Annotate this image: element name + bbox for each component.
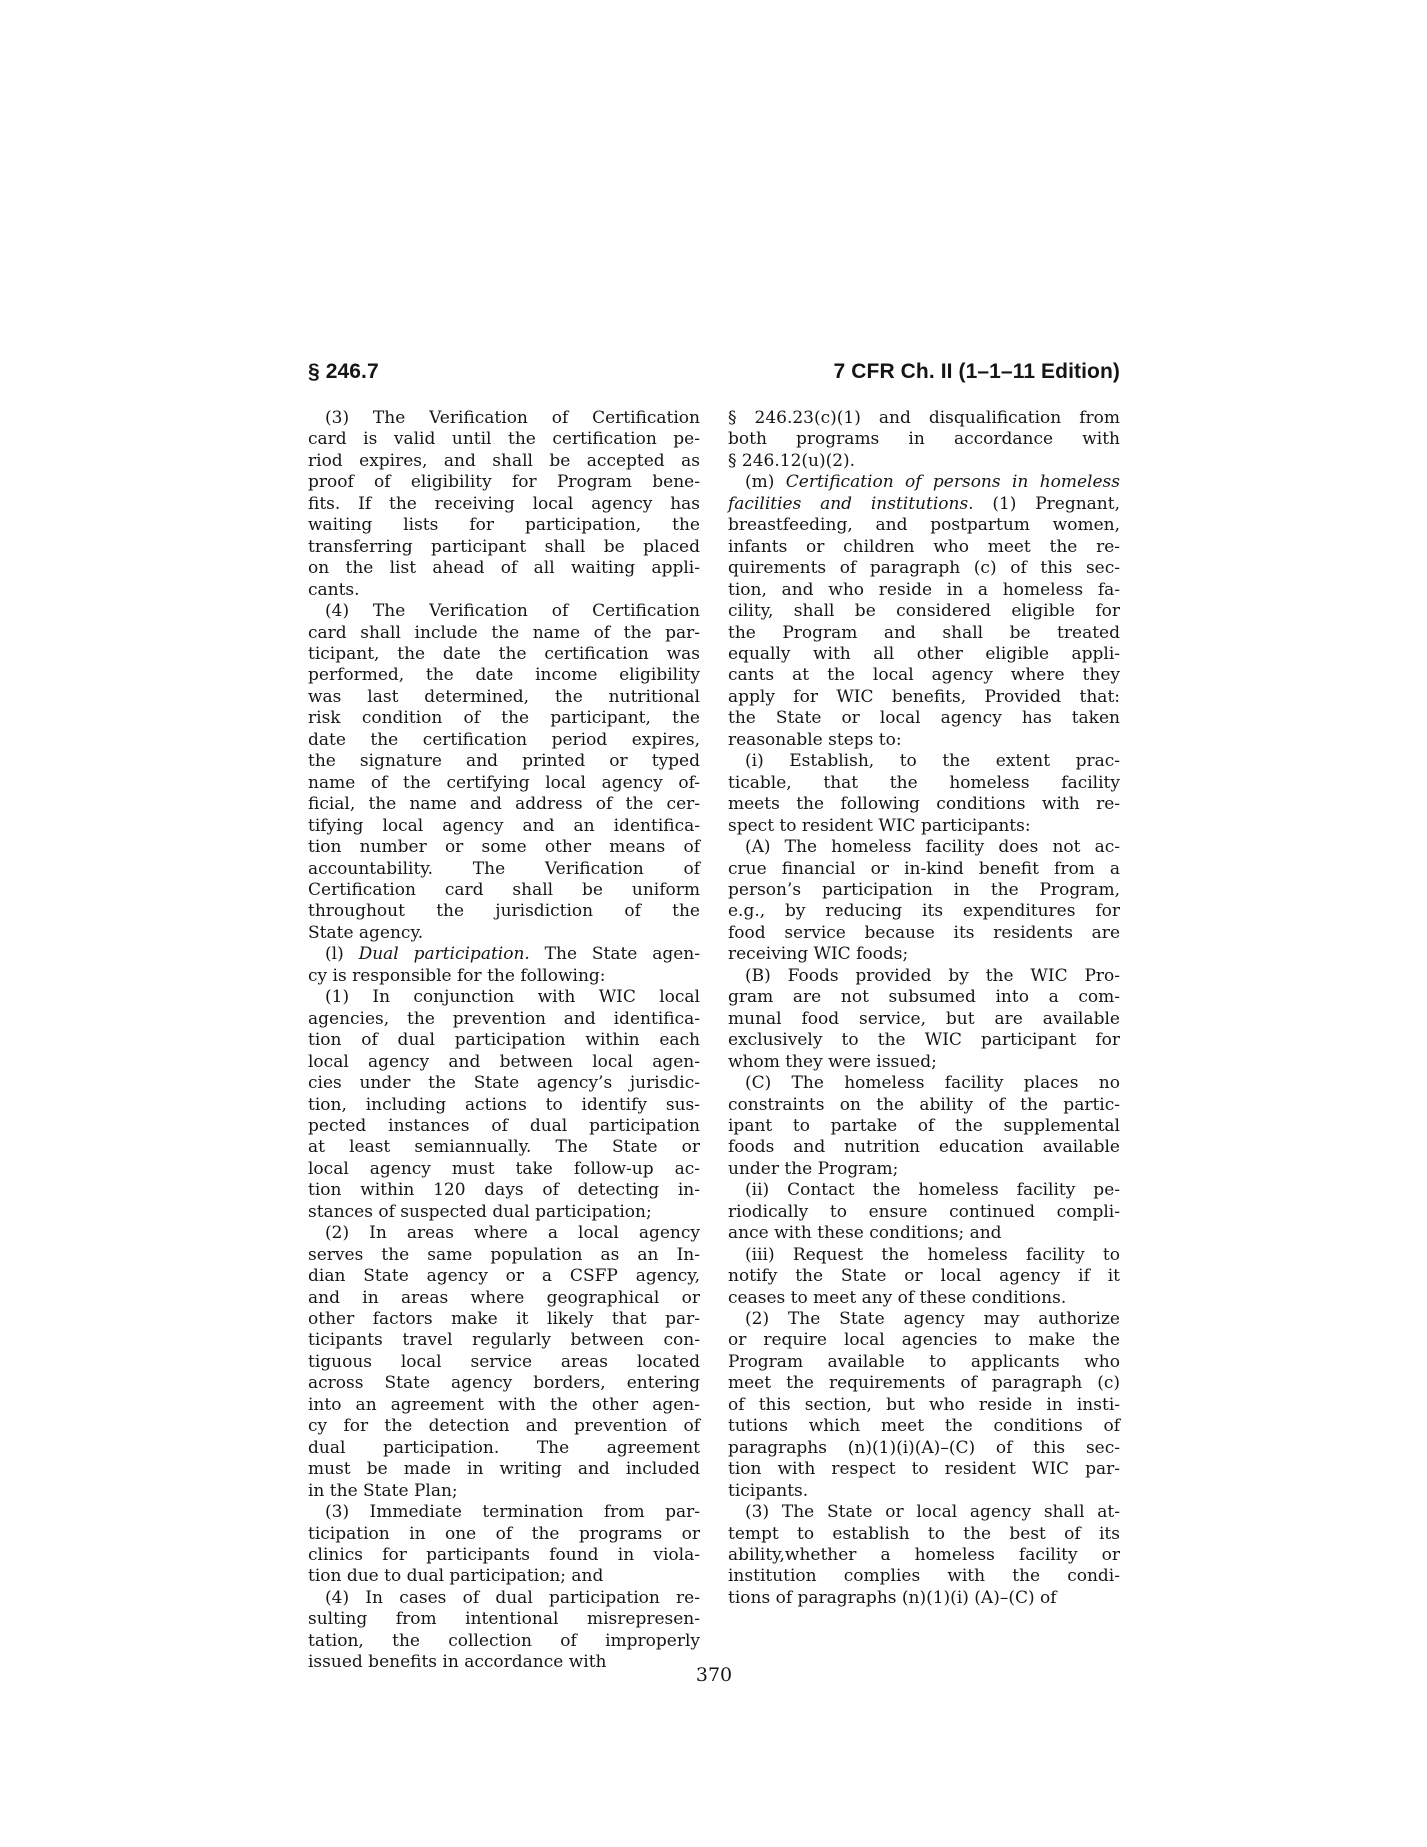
text-run: whom they were issued;	[728, 1051, 937, 1072]
text-line	[308, 1459, 700, 1480]
text-run: tifying local agency and an identifica-	[308, 815, 700, 836]
text-run: in the State Plan;	[308, 1480, 458, 1501]
text-line	[728, 859, 1120, 880]
text-line	[728, 1459, 1120, 1480]
text-line	[728, 687, 1120, 708]
text-line	[308, 1137, 700, 1158]
text-line	[308, 859, 700, 880]
text-run: (B) Foods provided by the WIC Pro-	[745, 965, 1120, 986]
text-run: cy for the detection and prevention of	[308, 1416, 700, 1437]
text-run: cants.	[308, 579, 360, 600]
text-run: on the list ahead of all waiting appli-	[308, 558, 700, 579]
text-line	[728, 1180, 1120, 1201]
text-line	[308, 1116, 700, 1137]
text-run: The State agen-	[529, 944, 700, 965]
text-line	[728, 1330, 1120, 1351]
text-line	[728, 773, 1120, 794]
paragraph	[308, 1502, 700, 1588]
text-run: must be made in writing and included	[308, 1459, 700, 1480]
text-line	[728, 1223, 1120, 1244]
text-line	[308, 1609, 700, 1630]
paragraph	[728, 1245, 1120, 1309]
text-run: waiting lists for participation, the	[308, 515, 700, 536]
text-run: was last determined, the nutritional	[308, 686, 700, 707]
paragraph	[728, 1309, 1120, 1502]
text-run: (2) In areas where a local agency	[325, 1223, 700, 1244]
italic-run: Dual participation.	[358, 944, 530, 965]
text-line	[728, 1052, 1120, 1073]
text-run: of this section, but who reside in insti-	[728, 1394, 1120, 1415]
text-run: (ii) Contact the homeless facility pe-	[745, 1180, 1120, 1201]
text-line	[308, 537, 700, 558]
text-run: tion number or some other means of	[308, 837, 700, 858]
text-line	[308, 494, 700, 515]
text-run: (iii) Request the homeless facility to	[745, 1244, 1120, 1265]
page-number: 370	[695, 1664, 733, 1686]
text-line	[728, 1416, 1120, 1437]
text-line	[308, 1223, 700, 1244]
text-line	[308, 687, 700, 708]
text-run: gram are not subsumed into a com-	[728, 987, 1120, 1008]
text-line	[728, 1202, 1120, 1223]
text-line	[728, 901, 1120, 922]
text-run: (1) Pregnant,	[973, 493, 1120, 514]
paragraph	[728, 408, 1120, 472]
text-line	[308, 794, 700, 815]
text-line	[308, 1245, 700, 1266]
text-run: ability,whether a homeless facility or	[728, 1545, 1120, 1566]
text-run: local agency must take follow-up ac-	[308, 1158, 700, 1179]
text-line	[308, 1009, 700, 1030]
section-number: § 246.7	[308, 360, 379, 383]
text-run: ticipant, the date the certification was	[308, 643, 700, 664]
text-run: (4) The Verification of Certification	[325, 601, 700, 622]
text-run: agencies, the prevention and identifica-	[308, 1008, 700, 1029]
text-line	[728, 1373, 1120, 1394]
text-run: equally with all other eligible appli-	[728, 643, 1120, 664]
text-run: ticipation in one of the programs or	[308, 1523, 700, 1544]
text-line	[308, 880, 700, 901]
paragraph	[728, 751, 1120, 837]
paragraph	[308, 601, 700, 944]
text-line	[728, 1245, 1120, 1266]
text-run: the Program and shall be treated	[728, 622, 1120, 643]
text-line	[308, 1373, 700, 1394]
paragraph	[308, 987, 700, 1223]
text-run: riod expires, and shall be accepted as	[308, 450, 700, 471]
text-line	[728, 1073, 1120, 1094]
text-line	[308, 816, 700, 837]
text-line	[308, 901, 700, 922]
text-line	[308, 1588, 700, 1609]
text-run: institution complies with the condi-	[728, 1566, 1120, 1587]
text-line	[308, 515, 700, 536]
text-run: card shall include the name of the par-	[308, 622, 700, 643]
text-run: clinics for participants found in viola-	[308, 1545, 700, 1566]
text-line	[728, 1352, 1120, 1373]
text-line	[728, 1438, 1120, 1459]
text-line	[728, 1288, 1120, 1309]
text-run: tion, and who reside in a homeless fa-	[728, 579, 1120, 600]
paragraph	[728, 1180, 1120, 1244]
paragraph	[728, 1502, 1120, 1609]
text-line	[728, 708, 1120, 729]
paragraph	[308, 1588, 700, 1674]
text-line	[728, 515, 1120, 536]
text-run: stances of suspected dual participation;	[308, 1201, 652, 1222]
italic-run: facilities and institutions.	[728, 493, 974, 514]
text-line	[728, 730, 1120, 751]
text-run: (1) In conjunction with WIC local	[325, 987, 700, 1008]
text-run: (2) The State agency may authorize	[745, 1309, 1120, 1330]
text-line	[308, 987, 700, 1008]
text-line	[728, 665, 1120, 686]
text-run: (3) Immediate termination from par-	[325, 1502, 700, 1523]
text-run: foods and nutrition education available	[728, 1137, 1120, 1158]
text-run: meet the requirements of paragraph (c)	[728, 1373, 1120, 1394]
text-run: § 246.23(c)(1) and disqualification from	[728, 408, 1120, 428]
text-run: ipant to partake of the supplemental	[728, 1115, 1120, 1136]
text-run: (4) In cases of dual participation re-	[325, 1587, 700, 1608]
text-run: card is valid until the certification pe-	[308, 429, 700, 450]
text-run: paragraphs (n)(1)(i)(A)–(C) of this sec-	[728, 1437, 1120, 1458]
text-line	[308, 773, 700, 794]
text-run: serves the same population as an In-	[308, 1244, 700, 1265]
text-line	[728, 408, 1120, 429]
text-line	[308, 730, 700, 751]
text-line	[308, 408, 700, 429]
text-line	[728, 451, 1120, 472]
text-line	[728, 644, 1120, 665]
text-run: State agency.	[308, 922, 424, 943]
text-run: spect to resident WIC participants:	[728, 815, 1031, 836]
text-line	[728, 1266, 1120, 1287]
text-line	[728, 601, 1120, 622]
text-line	[728, 623, 1120, 644]
text-line	[308, 644, 700, 665]
text-run: tion of dual participation within each	[308, 1030, 700, 1051]
text-run: Certification card shall be uniform	[308, 879, 700, 900]
text-run: across State agency borders, entering	[308, 1373, 700, 1394]
text-line	[728, 1502, 1120, 1523]
text-line	[308, 1159, 700, 1180]
text-line	[308, 708, 700, 729]
text-run: ance with these conditions; and	[728, 1223, 1002, 1244]
text-line	[308, 1352, 700, 1373]
text-run: (3) The State or local agency shall at-	[745, 1502, 1120, 1523]
text-run: Program available to applicants who	[728, 1351, 1120, 1372]
text-run: ticipants.	[728, 1480, 809, 1501]
text-line	[728, 1524, 1120, 1545]
italic-run: Certification of persons in homeless	[785, 472, 1120, 493]
text-run: tation, the collection of improperly	[308, 1630, 700, 1651]
text-line	[728, 429, 1120, 450]
text-run: into an agreement with the other agen-	[308, 1394, 700, 1415]
text-run: pected instances of dual participation	[308, 1115, 700, 1136]
text-run: infants or children who meet the re-	[728, 536, 1120, 557]
text-line	[728, 1545, 1120, 1566]
text-run: (i) Establish, to the extent prac-	[745, 751, 1120, 772]
text-run: tions of paragraphs (n)(1)(i) (A)–(C) of	[728, 1587, 1057, 1608]
text-line	[308, 558, 700, 579]
text-run: quirements of paragraph (c) of this sec-	[728, 558, 1120, 579]
text-run: meets the following conditions with re-	[728, 794, 1120, 815]
text-run: food service because its residents are	[728, 922, 1120, 943]
left-column	[308, 408, 700, 1674]
text-line	[728, 1481, 1120, 1502]
text-run: e.g., by reducing its expenditures for	[728, 901, 1120, 922]
text-run: other factors make it likely that par-	[308, 1309, 700, 1330]
text-run: cility, shall be considered eligible for	[728, 601, 1120, 622]
text-columns	[308, 408, 1120, 1674]
text-run: the State or local agency has taken	[728, 708, 1120, 729]
text-line	[308, 1202, 700, 1223]
text-line	[308, 623, 700, 644]
text-run: risk condition of the participant, the	[308, 708, 700, 729]
text-line	[308, 1631, 700, 1652]
page-header	[308, 360, 1120, 384]
text-line	[728, 1588, 1120, 1609]
text-run: tion within 120 days of detecting in-	[308, 1180, 700, 1201]
text-line	[308, 1073, 700, 1094]
text-line	[308, 1566, 700, 1587]
text-line	[308, 1545, 700, 1566]
text-run: (A) The homeless facility does not ac-	[745, 837, 1120, 858]
text-line	[728, 751, 1120, 772]
text-run: transferring participant shall be placed	[308, 536, 700, 557]
text-run: (C) The homeless facility places no	[745, 1073, 1120, 1094]
text-run: apply for WIC benefits, Provided that:	[728, 686, 1120, 707]
paragraph	[308, 944, 700, 987]
text-run: name of the certifying local agency of-	[308, 772, 700, 793]
text-line	[728, 472, 1120, 493]
text-line	[308, 966, 700, 987]
text-run: date the certification period expires,	[308, 729, 700, 750]
text-run: tutions which meet the conditions of	[728, 1416, 1120, 1437]
text-run: sulting from intentional misrepresen-	[308, 1609, 700, 1630]
text-line	[308, 429, 700, 450]
text-run: both programs in accordance with	[728, 429, 1120, 450]
text-run: § 246.12(u)(2).	[728, 450, 856, 471]
text-line	[308, 944, 700, 965]
text-line	[308, 751, 700, 772]
text-line	[728, 1159, 1120, 1180]
text-run: proof of eligibility for Program bene-	[308, 472, 700, 493]
paragraph	[308, 408, 700, 601]
text-run: under the Program;	[728, 1158, 899, 1179]
edition-title: 7 CFR Ch. II (1–1–11 Edition)	[833, 360, 1120, 383]
text-run: cy is responsible for the following:	[308, 965, 606, 986]
text-line	[308, 601, 700, 622]
text-line	[728, 1566, 1120, 1587]
text-line	[728, 537, 1120, 558]
text-line	[728, 1116, 1120, 1137]
text-run: throughout the jurisdiction of the	[308, 901, 700, 922]
text-run: (3) The Verification of Certification	[325, 408, 700, 428]
text-line	[308, 1330, 700, 1351]
text-run: cants at the local agency where they	[728, 665, 1120, 686]
text-line	[728, 880, 1120, 901]
text-run: ficial, the name and address of the cer-	[308, 794, 700, 815]
paragraph	[728, 1073, 1120, 1180]
text-line	[728, 837, 1120, 858]
text-line	[308, 1438, 700, 1459]
text-line	[308, 1502, 700, 1523]
text-run: cies under the State agency’s jurisdic-	[308, 1073, 700, 1094]
text-line	[308, 1266, 700, 1287]
text-line	[308, 1095, 700, 1116]
text-run: ticipants travel regularly between con-	[308, 1330, 700, 1351]
text-line	[728, 1309, 1120, 1330]
text-run: notify the State or local agency if it	[728, 1266, 1120, 1287]
text-line	[308, 1416, 700, 1437]
text-run: munal food service, but are available	[728, 1008, 1120, 1029]
text-run: exclusively to the WIC participant for	[728, 1030, 1120, 1051]
paragraph	[728, 472, 1120, 751]
text-line	[308, 1395, 700, 1416]
text-line	[728, 580, 1120, 601]
text-line	[728, 944, 1120, 965]
text-line	[308, 1288, 700, 1309]
text-line	[728, 1095, 1120, 1116]
text-run: at least semiannually. The State or	[308, 1137, 700, 1158]
text-line	[308, 1481, 700, 1502]
text-run: tion, including actions to identify sus-	[308, 1094, 700, 1115]
text-line	[308, 580, 700, 601]
text-run: tion due to dual participation; and	[308, 1566, 604, 1587]
text-run: receiving WIC foods;	[728, 944, 909, 965]
text-line	[728, 494, 1120, 515]
text-run: local agency and between local agen-	[308, 1051, 700, 1072]
text-run: crue financial or in-kind benefit from a	[728, 858, 1120, 879]
text-line	[308, 1180, 700, 1201]
text-line	[728, 987, 1120, 1008]
text-line	[728, 966, 1120, 987]
text-run: (l)	[325, 944, 359, 965]
text-run: person’s participation in the Program,	[728, 879, 1120, 900]
text-run: or require local agencies to make the	[728, 1330, 1120, 1351]
text-line	[728, 1137, 1120, 1158]
text-line	[728, 794, 1120, 815]
text-line	[308, 1309, 700, 1330]
text-run: issued benefits in accordance with	[308, 1652, 607, 1673]
text-line	[308, 923, 700, 944]
text-line	[308, 472, 700, 493]
text-line	[308, 665, 700, 686]
text-line	[728, 816, 1120, 837]
text-run: tion with respect to resident WIC par-	[728, 1459, 1120, 1480]
text-run: (m)	[745, 472, 786, 493]
text-run: tempt to establish to the best of its	[728, 1523, 1120, 1544]
text-run: riodically to ensure continued compli-	[728, 1201, 1120, 1222]
text-run: fits. If the receiving local agency has	[308, 493, 700, 514]
text-run: accountability. The Verification of	[308, 858, 700, 879]
text-line	[728, 1395, 1120, 1416]
text-run: dian State agency or a CSFP agency,	[308, 1266, 700, 1287]
text-run: constraints on the ability of the partic-	[728, 1094, 1120, 1115]
right-column	[728, 408, 1120, 1674]
text-run: ceases to meet any of these conditions.	[728, 1287, 1067, 1308]
paragraph	[308, 1223, 700, 1502]
text-line	[308, 1524, 700, 1545]
text-run: tiguous local service areas located	[308, 1351, 700, 1372]
text-line	[308, 837, 700, 858]
text-run: the signature and printed or typed	[308, 751, 700, 772]
text-run: and in areas where geographical or	[308, 1287, 700, 1308]
text-line	[308, 451, 700, 472]
paragraph	[728, 837, 1120, 966]
text-line	[728, 1009, 1120, 1030]
paragraph	[728, 966, 1120, 1073]
text-run: reasonable steps to:	[728, 729, 902, 750]
text-run: dual participation. The agreement	[308, 1437, 700, 1458]
text-line	[728, 1030, 1120, 1051]
text-run: ticable, that the homeless facility	[728, 772, 1120, 793]
text-line	[728, 558, 1120, 579]
text-run: performed, the date income eligibility	[308, 665, 700, 686]
text-line	[728, 923, 1120, 944]
text-line	[308, 1052, 700, 1073]
text-run: breastfeeding, and postpartum women,	[728, 515, 1120, 536]
text-line	[308, 1030, 700, 1051]
